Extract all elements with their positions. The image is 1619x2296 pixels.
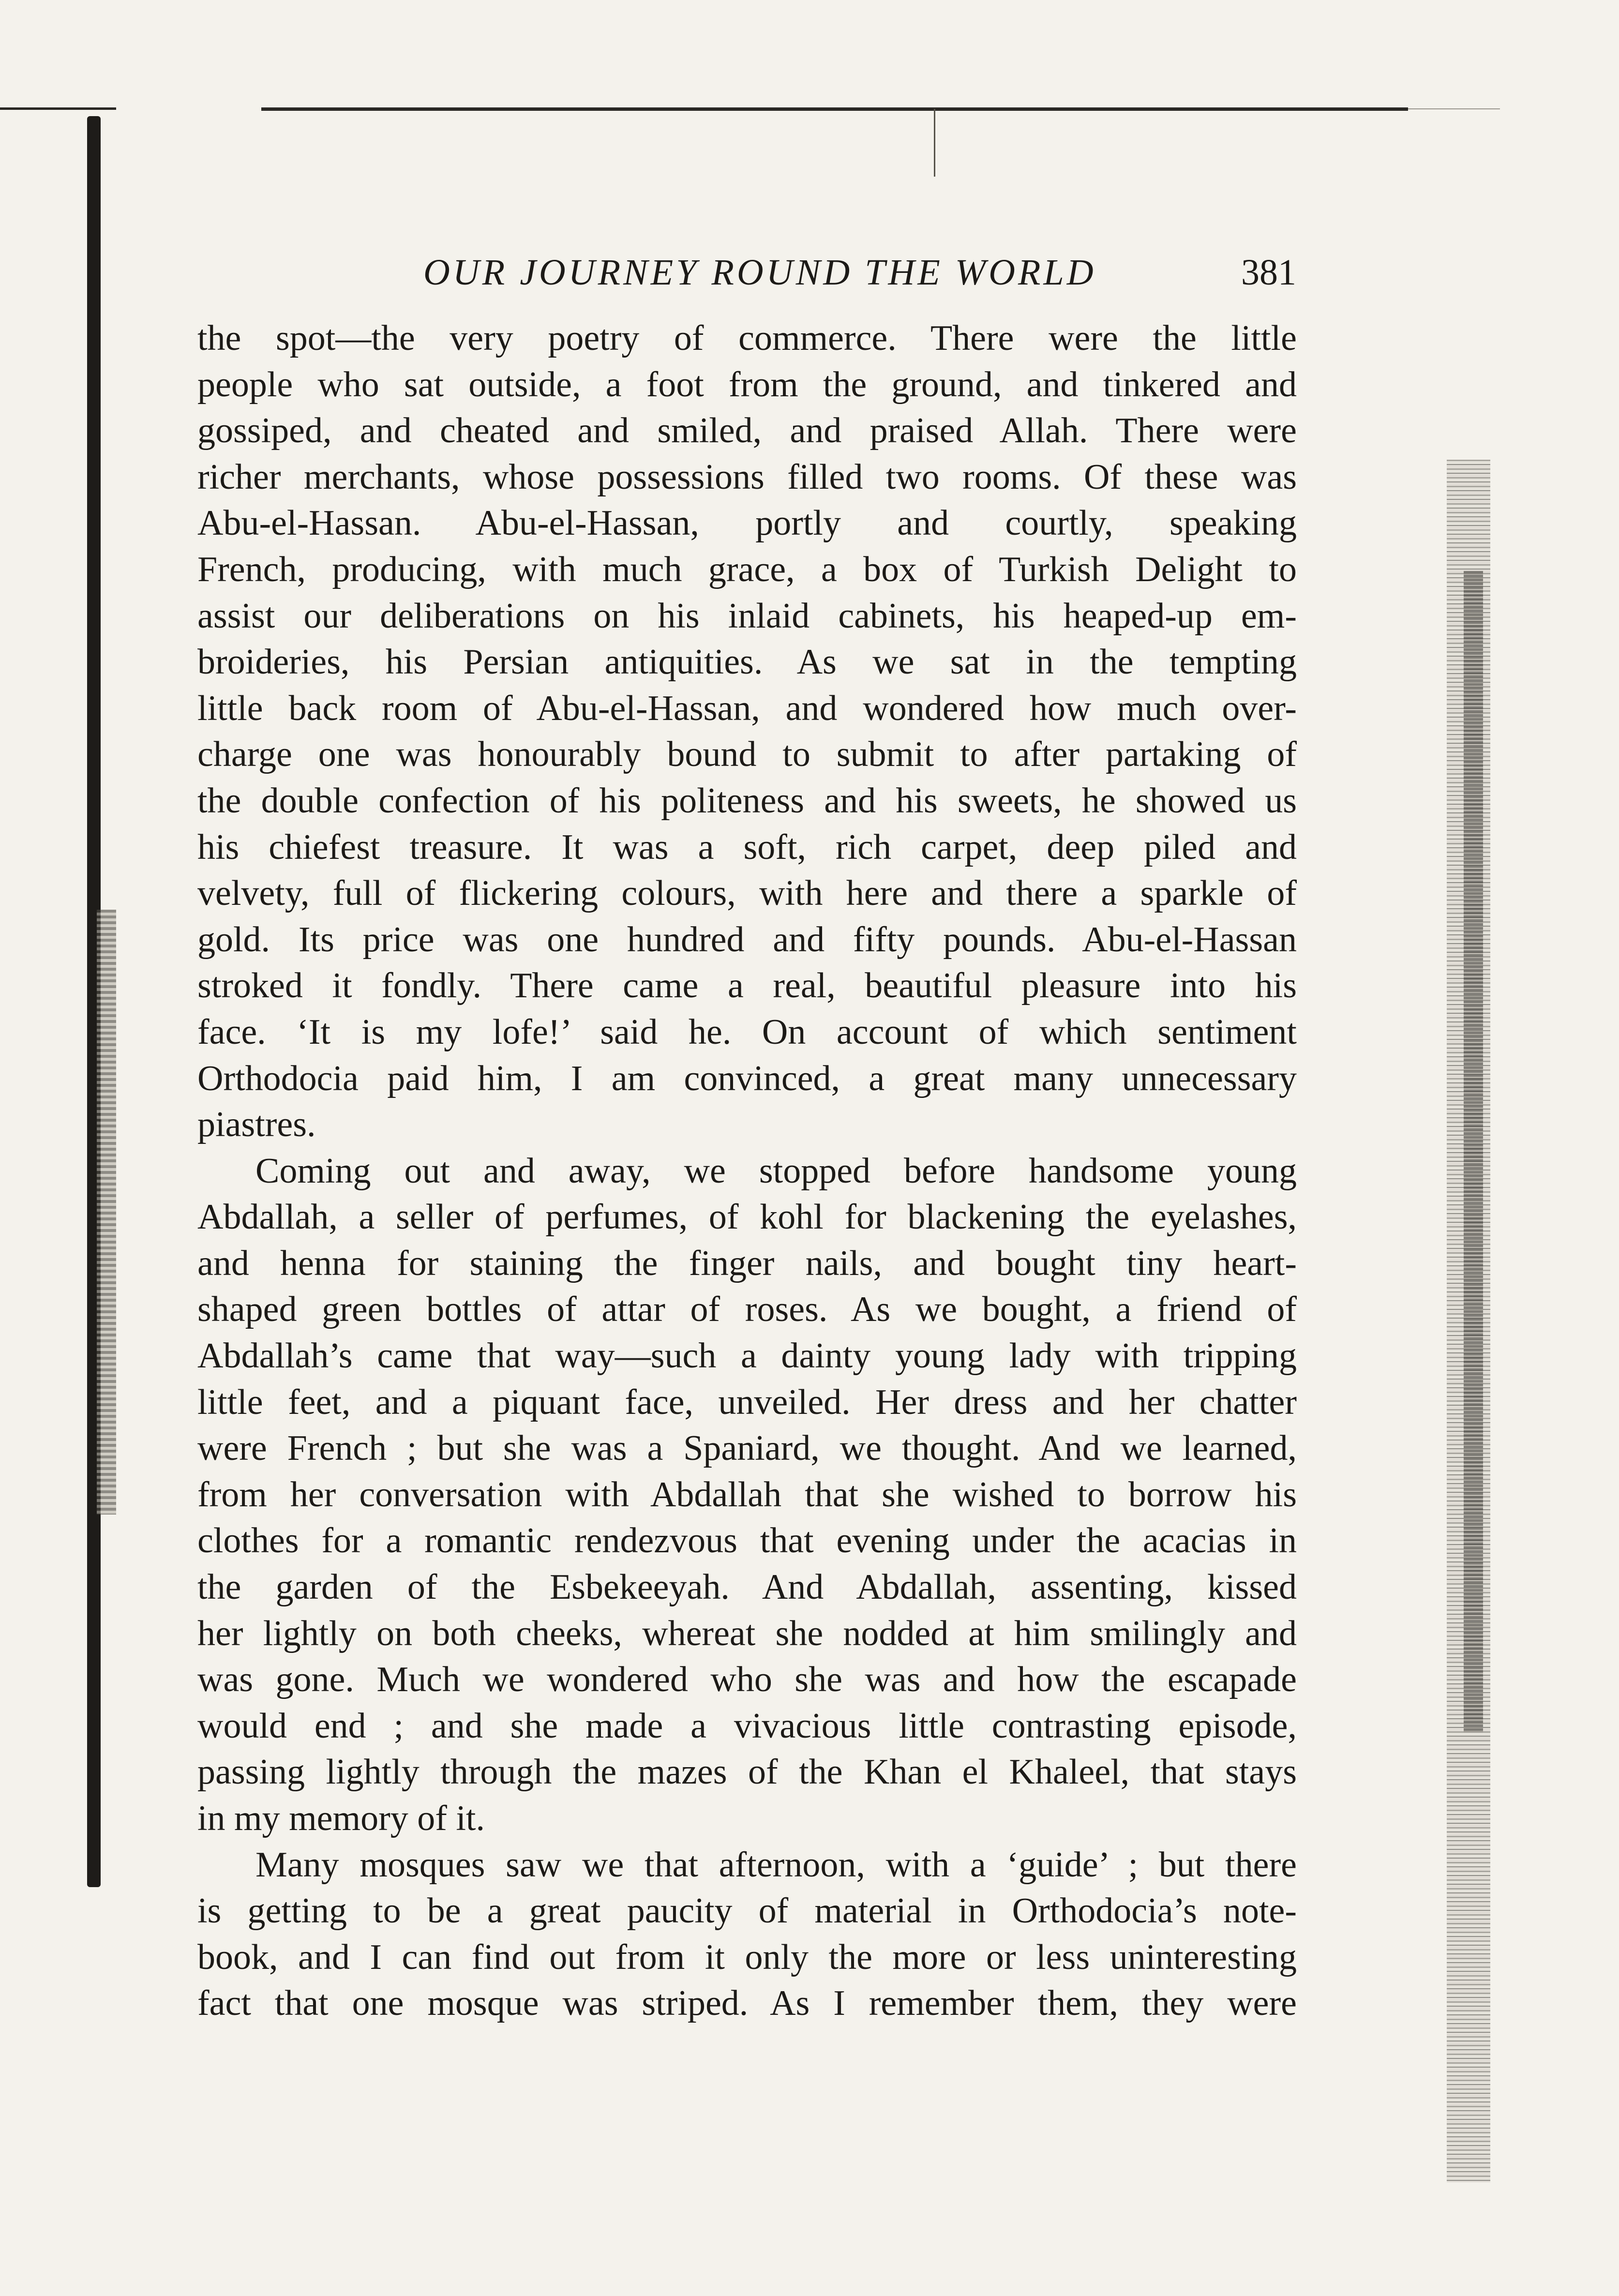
scan-top-rule [261,107,1408,111]
text-line: Abu-el-Hassan. Abu-el-Hassan, portly and courtly, speaking [197,503,1297,543]
text-line: in my memory of it. [197,1799,485,1838]
text-line: broideries, his Persian antiquities. As we sat in the tempting [197,642,1297,682]
scan-right-page-edge-dark [1464,571,1483,1732]
text-line: little back room of Abu-el-Hassan, and wondered how much over- [197,688,1297,728]
text-line: gossiped, and cheated and smiled, and praised Allah. There were [197,411,1297,451]
text-line: stroked it fondly. There came a real, beautiful pleasure into his [197,966,1297,1006]
scan-top-rule-faint [1408,108,1500,109]
text-line: his chiefest treasure. It was a soft, rich carpet, deep piled and [197,827,1297,867]
text-line: passing lightly through the mazes of the Khan el Khaleel, that stays [197,1752,1297,1792]
text-line: charge one was honourably bound to submit to after partaking of [197,735,1297,775]
text-line: were French ; but she was a Spaniard, we thought. And we learned, [197,1428,1297,1469]
text-line: face. ‘It is my lofe!’ said he. On account of which sentiment [197,1012,1297,1052]
text-line: people who sat outside, a foot from the ground, and tinkered and [197,364,1297,405]
text-line: is getting to be a great paucity of material in Orthodocia’s note- [197,1891,1297,1931]
scan-left-rule [0,107,116,110]
text-line: richer merchants, whose possessions filled two rooms. Of these was [197,457,1297,497]
text-line: Abdallah, a seller of perfumes, of kohl for blackening the eyelashes, [197,1197,1297,1237]
body-text [197,315,1297,2027]
text-line: and henna for staining the finger nails, and bought tiny heart- [197,1243,1297,1283]
text-line: Orthodocia paid him, I am convinced, a great many unnecessary [197,1058,1297,1098]
text-line: little feet, and a piquant face, unveiled. Her dress and her chatter [197,1382,1297,1422]
text-line: fact that one mosque was striped. As I remember them, they were [197,1983,1297,2024]
text-line: the double confection of his politeness and his sweets, he showed us [197,780,1297,821]
running-head: OUR JOURNEY ROUND THE WORLD [423,252,1096,293]
text-line: assist our deliberations on his inlaid cabinets, his heaped-up em- [197,596,1297,636]
text-line: Coming out and away, we stopped before handsome young [255,1151,1297,1191]
text-line: clothes for a romantic rendezvous that evening under the acacias in [197,1521,1297,1561]
text-line: shaped green bottles of attar of roses. As we bought, a friend of [197,1290,1297,1330]
scan-binding-texture [97,910,116,1515]
text-line: the garden of the Esbekeeyah. And Abdallah, assenting, kissed [197,1567,1297,1607]
text-line: would end ; and she made a vivacious little contrasting episode, [197,1706,1297,1746]
text-line: piastres. [197,1105,316,1145]
text-line: book, and I can find out from it only the more or less uninteresting [197,1937,1297,1977]
text-line: the spot—the very poetry of commerce. There were the little [197,318,1297,358]
text-line: was gone. Much we wondered who she was and how the escapade [197,1660,1297,1700]
text-line: her lightly on both cheeks, whereat she nodded at him smilingly and [197,1613,1297,1653]
text-line: from her conversation with Abdallah that she wished to borrow his [197,1474,1297,1515]
text-line: Abdallah’s came that way—such a dainty young lady with tripping [197,1336,1297,1376]
scan-gutter-mark [934,109,935,177]
text-line: velvety, full of flickering colours, with here and there a sparkle of [197,873,1297,914]
page-number: 381 [1241,252,1296,293]
text-line: gold. Its price was one hundred and fifty pounds. Abu-el-Hassan [197,919,1297,960]
text-line: French, producing, with much grace, a box of Turkish Delight to [197,549,1297,589]
text-line: Many mosques saw we that afternoon, with a ‘guide’ ; but there [255,1845,1297,1885]
